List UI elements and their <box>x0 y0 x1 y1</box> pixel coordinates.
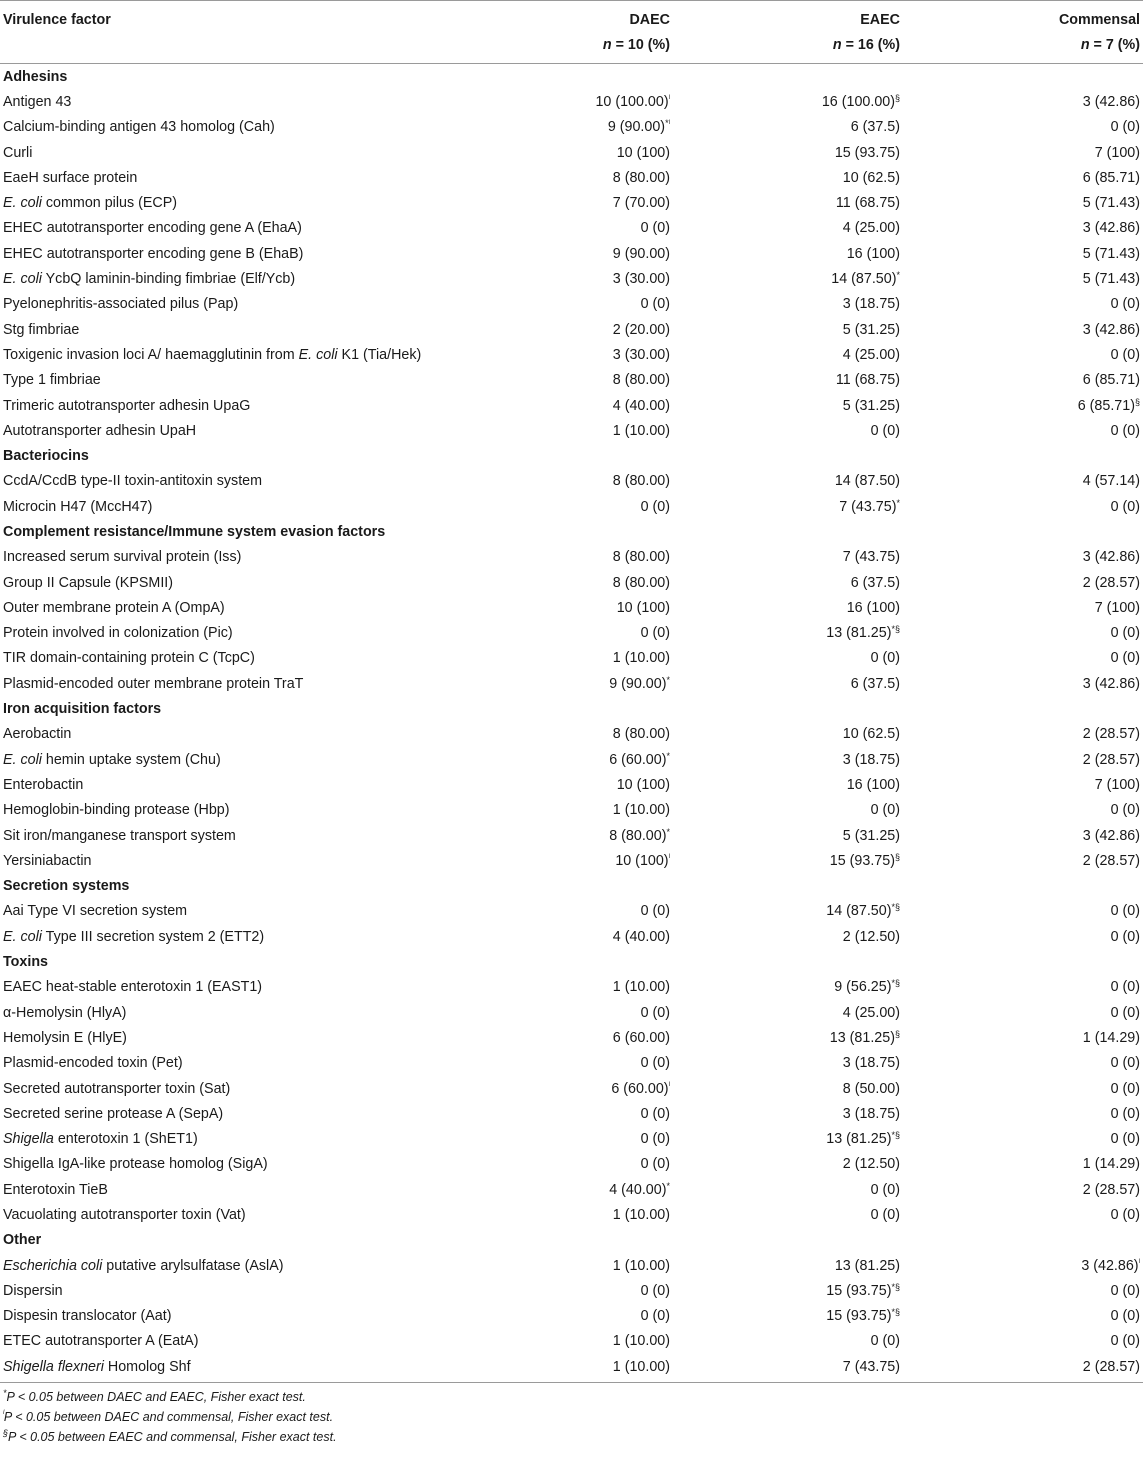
commensal-value: 0 (0) <box>1110 1055 1140 1072</box>
table-row <box>0 368 1143 393</box>
section-header <box>0 443 1143 468</box>
factor-name: Yersiniabactin <box>3 852 92 869</box>
factor-name: α-Hemolysin (HlyA) <box>3 1004 127 1021</box>
factor-name: Vacuolating autotransporter toxin (Vat) <box>3 1207 246 1223</box>
commensal-value: 3 (42.86) <box>1082 827 1140 844</box>
header-blank <box>0 33 520 64</box>
eaec-value: 14 (87.50)*§ <box>826 902 900 920</box>
daec-value: 0 (0) <box>640 1282 670 1299</box>
eaec-value: 3 (18.75) <box>842 1105 900 1122</box>
daec-value: 0 (0) <box>640 296 670 313</box>
section-header <box>0 874 1143 899</box>
table-row <box>0 89 1143 114</box>
table-row <box>0 165 1143 190</box>
factor-name: E. coli YcbQ laminin-binding fimbriae (Elf/Ycb) <box>3 271 296 288</box>
table-row <box>0 1253 1143 1278</box>
commensal-value: 0 (0) <box>1110 903 1140 920</box>
daec-value: 2 (20.00) <box>612 321 670 338</box>
commensal-value: 0 (0) <box>1110 1080 1140 1097</box>
table-row <box>0 342 1143 367</box>
table-row <box>0 469 1143 494</box>
factor-name: Aerobactin <box>3 726 72 743</box>
daec-value: 1 (10.00) <box>612 979 670 996</box>
eaec-value: 3 (18.75) <box>842 751 900 768</box>
daec-value: 0 (0) <box>640 1004 670 1021</box>
eaec-value: 11 (68.75) <box>835 372 900 389</box>
daec-value: 10 (100) <box>616 776 670 793</box>
commensal-value: 7 (100) <box>1094 776 1140 793</box>
commensal-value: 2 (28.57) <box>1082 574 1140 591</box>
daec-value: 4 (40.00) <box>612 397 670 414</box>
daec-value: 8 (80.00) <box>612 372 670 389</box>
eaec-value: 5 (31.25) <box>842 321 900 338</box>
factor-name: ETEC autotransporter A (EatA) <box>3 1333 199 1350</box>
commensal-value: 0 (0) <box>1110 1282 1140 1299</box>
factor-name: Calcium-binding antigen 43 homolog (Cah) <box>3 119 275 136</box>
commensal-value: 0 (0) <box>1110 1207 1140 1223</box>
eaec-value: 15 (93.75) <box>834 144 900 161</box>
table-row <box>0 1329 1143 1354</box>
eaec-value: 13 (81.25)*§ <box>826 624 900 642</box>
factor-name: Enterotoxin TieB <box>3 1181 108 1198</box>
eaec-value: 6 (37.5) <box>850 119 900 136</box>
table-row <box>0 140 1143 165</box>
factor-name: Protein involved in colonization (Pic) <box>3 625 233 642</box>
commensal-value: 3 (42.86) <box>1082 220 1140 237</box>
table-row <box>0 1126 1143 1151</box>
section-header <box>0 949 1143 974</box>
daec-value: 0 (0) <box>640 1156 670 1173</box>
table-row <box>0 393 1143 418</box>
daec-value: 6 $(60.00)^ˡ$ <box>611 1079 670 1097</box>
eaec-value: 0 (0) <box>870 422 900 439</box>
commensal-value: 3 (42.86) <box>1082 675 1140 692</box>
table-row <box>0 595 1143 620</box>
commensal-value: 5 (71.43) <box>1082 245 1140 262</box>
commensal-value: 1 (14.29) <box>1082 1156 1140 1173</box>
eaec-value: 16 (100) <box>846 599 900 616</box>
commensal-value: 6 (85.71)§ <box>1077 396 1140 414</box>
table-row <box>0 823 1143 848</box>
section-header <box>0 519 1143 544</box>
table-row <box>0 848 1143 873</box>
eaec-value: 4 (25.00) <box>842 346 900 363</box>
daec-value: 1 (10.00) <box>612 802 670 819</box>
section-header <box>0 1228 1143 1253</box>
factor-name: Plasmid-encoded toxin (Pet) <box>3 1055 183 1072</box>
eaec-value: 6 (37.5) <box>850 574 900 591</box>
daec-value: 3 (30.00) <box>612 346 670 363</box>
daec-value: 0 (0) <box>640 903 670 920</box>
footnotes <box>0 1387 1143 1447</box>
table-row <box>0 1051 1143 1076</box>
table-row <box>0 798 1143 823</box>
table-row <box>0 1354 1143 1383</box>
table-row <box>0 722 1143 747</box>
eaec-value: 9 (56.25)*§ <box>834 978 900 996</box>
commensal-value: 1 (14.29) <box>1082 1029 1140 1046</box>
daec-value: 10 $(100.00)^ˡ$ <box>595 92 670 110</box>
table-row <box>0 266 1143 291</box>
commensal-value: 6 (85.71) <box>1082 169 1140 186</box>
factor-name: Secreted serine protease A (SepA) <box>3 1105 224 1122</box>
factor-name: Group II Capsule (KPSMII) <box>3 574 174 591</box>
section-header <box>0 64 1143 90</box>
factor-name: Microcin H47 (MccH47) <box>3 498 153 515</box>
header-commensal-n: n = 7 (%) <box>900 33 1143 64</box>
eaec-value: 13 (81.25)§ <box>829 1028 900 1046</box>
daec-value: 0 (0) <box>640 1055 670 1072</box>
eaec-value: 13 (81.25)*§ <box>826 1130 900 1148</box>
table-row <box>0 1304 1143 1329</box>
table-row <box>0 924 1143 949</box>
commensal-value: 5 (71.43) <box>1082 271 1140 288</box>
commensal-value: 0 (0) <box>1110 1105 1140 1122</box>
eaec-value: 16 (100) <box>846 245 900 262</box>
daec-value: 8 (80.00) <box>612 574 670 591</box>
daec-value: 7 (70.00) <box>612 195 670 212</box>
eaec-value: 7 (43.75)* <box>839 497 900 515</box>
table-row <box>0 545 1143 570</box>
eaec-value: 15 (93.75)*§ <box>826 1281 900 1299</box>
factor-name: E. coli common pilus (ECP) <box>3 195 177 212</box>
table-row <box>0 747 1143 772</box>
commensal-value: 0 (0) <box>1110 422 1140 439</box>
factor-name: EHEC autotransporter encoding gene A (EhaA) <box>3 220 302 237</box>
daec-value: 9 (90.00) <box>612 245 670 262</box>
daec-value: 0 (0) <box>640 1131 670 1148</box>
commensal-value: 0 (0) <box>1110 979 1140 996</box>
commensal-value: 7 (100) <box>1094 599 1140 616</box>
commensal-value: 0 (0) <box>1110 802 1140 819</box>
factor-name: Plasmid-encoded outer membrane protein TraT <box>3 675 304 692</box>
eaec-value: 16 (100) <box>846 776 900 793</box>
footnote: §P < 0.05 between EAEC and commensal, Fisher exact test. <box>3 1428 337 1445</box>
header-daec-n: n = 10 (%) <box>520 33 670 64</box>
eaec-value: 14 (87.50) <box>834 473 900 490</box>
factor-name: EAEC heat-stable enterotoxin 1 (EAST1) <box>3 979 263 996</box>
factor-name: EHEC autotransporter encoding gene B (EhaB) <box>3 245 304 262</box>
daec-value: 8 (80.00)* <box>609 826 670 844</box>
daec-value: 1 (10.00) <box>612 422 670 439</box>
commensal-value: 2 (28.57) <box>1082 751 1140 768</box>
table-row <box>0 772 1143 797</box>
table-row <box>0 1152 1143 1177</box>
table-row <box>0 1000 1143 1025</box>
table-row <box>0 621 1143 646</box>
factor-name: Secreted autotransporter toxin (Sat) <box>3 1080 231 1097</box>
commensal-value: 3 $(42.86)^ˡ$ <box>1081 1256 1140 1274</box>
eaec-value: 16 (100.00)§ <box>821 92 900 110</box>
factor-name: Toxigenic invasion loci A/ haemagglutinin from E. coli K1 (Tia/Hek) <box>3 346 422 363</box>
header-virulence-factor: Virulence factor <box>0 1 520 33</box>
section-title: Toxins <box>3 954 49 971</box>
commensal-value: 2 (28.57) <box>1082 852 1140 869</box>
daec-value: 0 (0) <box>640 625 670 642</box>
commensal-value: 0 (0) <box>1110 296 1140 313</box>
daec-value: 1 (10.00) <box>612 1207 670 1223</box>
table-row <box>0 190 1143 215</box>
daec-value: 1 (10.00) <box>612 1333 670 1350</box>
section-header <box>0 696 1143 721</box>
daec-value: 10 $(100)^ˡ$ <box>615 851 670 869</box>
factor-name: Shigella enterotoxin 1 (ShET1) <box>3 1131 198 1148</box>
commensal-value: 2 (28.57) <box>1082 726 1140 743</box>
commensal-value: 3 (42.86) <box>1082 321 1140 338</box>
header-eaec-n: n = 16 (%) <box>670 33 900 64</box>
eaec-value: 5 (31.25) <box>842 397 900 414</box>
eaec-value: 10 (62.5) <box>842 726 900 743</box>
commensal-value: 2 (28.57) <box>1082 1181 1140 1198</box>
factor-name: Shigella flexneri Homolog Shf <box>0 1354 520 1383</box>
table-row <box>0 241 1143 266</box>
commensal-value: 0 (0) <box>1110 1131 1140 1148</box>
eaec-value: 2 (12.50) <box>842 928 900 945</box>
commensal-value: 0 (0) <box>1110 928 1140 945</box>
eaec-value: 8 (50.00) <box>842 1080 900 1097</box>
section-title: Complement resistance/Immune system evasion factors <box>3 523 386 540</box>
header-eaec: EAEC <box>670 1 900 33</box>
factor-name: Dispersin <box>3 1282 63 1299</box>
factor-name: Trimeric autotransporter adhesin UpaG <box>3 397 251 414</box>
eaec-value: 4 (25.00) <box>842 1004 900 1021</box>
factor-name: Hemoglobin-binding protease (Hbp) <box>3 802 230 819</box>
daec-value: 10 (100) <box>616 599 670 616</box>
table-row <box>0 1278 1143 1303</box>
commensal-value: 0 (0) <box>1110 1308 1140 1325</box>
factor-name: CcdA/CcdB type-II toxin-antitoxin system <box>3 473 263 490</box>
table-row <box>0 975 1143 1000</box>
table-body <box>0 64 1143 1383</box>
eaec-value: 11 (68.75) <box>835 195 900 212</box>
factor-name: E. coli Type III secretion system 2 (ETT2) <box>3 928 265 945</box>
table-row <box>0 899 1143 924</box>
factor-name: Autotransporter adhesin UpaH <box>3 422 197 439</box>
commensal-value: 5 (71.43) <box>1082 195 1140 212</box>
table-row <box>0 317 1143 342</box>
commensal-value: 0 (0) <box>1110 346 1140 363</box>
daec-value: 4 (40.00)* <box>609 1180 670 1198</box>
commensal-value: 0 (0) <box>1110 625 1140 642</box>
header-daec: DAEC <box>520 1 670 33</box>
footnote: $^ˡ$P < 0.05 between DAEC and commensal, Fisher exact test. <box>3 1408 334 1425</box>
daec-value: 0 (0) <box>640 1308 670 1325</box>
eaec-value: 5 (31.25) <box>842 827 900 844</box>
table-row <box>0 115 1143 140</box>
table-row <box>0 216 1143 241</box>
commensal-value: 3 (42.86) <box>1082 93 1140 110</box>
table-header <box>0 1 1143 64</box>
table-row <box>0 1177 1143 1202</box>
commensal-value: 0 (0) <box>1110 119 1140 136</box>
table-row <box>0 1202 1143 1227</box>
eaec-value: 7 (43.75) <box>842 549 900 566</box>
daec-value: 9 $(90.00)^{*ˡ}$ <box>607 118 670 136</box>
factor-name: Type 1 fimbriae <box>3 372 101 389</box>
eaec-value: 4 (25.00) <box>842 220 900 237</box>
table-row <box>0 418 1143 443</box>
commensal-value: 0 (0) <box>1110 498 1140 515</box>
eaec-value: 3 (18.75) <box>842 1055 900 1072</box>
eaec-value: 15 (93.75)*§ <box>826 1307 900 1325</box>
table-row <box>0 646 1143 671</box>
factor-name: Enterobactin <box>3 776 84 793</box>
factor-name: Curli <box>3 144 33 161</box>
daec-value: 1 (10.00) <box>520 1354 670 1383</box>
table-row <box>0 1076 1143 1101</box>
eaec-value: 15 (93.75)§ <box>829 851 900 869</box>
factor-name: Antigen 43 <box>3 93 72 110</box>
commensal-value: 0 (0) <box>1110 650 1140 667</box>
daec-value: 10 (100) <box>616 144 670 161</box>
section-title: Bacteriocins <box>3 448 89 465</box>
daec-value: 3 (30.00) <box>612 271 670 288</box>
eaec-value: 0 (0) <box>870 802 900 819</box>
table-row <box>0 1025 1143 1050</box>
commensal-value: 0 (0) <box>1110 1004 1140 1021</box>
eaec-value: 0 (0) <box>870 650 900 667</box>
factor-name: Outer membrane protein A (OmpA) <box>3 599 225 616</box>
factor-name: TIR domain-containing protein C (TcpC) <box>3 650 255 667</box>
factor-name: E. coli hemin uptake system (Chu) <box>3 751 221 768</box>
factor-name: Escherichia coli putative arylsulfatase (AslA) <box>3 1257 284 1274</box>
table-row <box>0 292 1143 317</box>
eaec-value: 6 (37.5) <box>850 675 900 692</box>
daec-value: 6 (60.00)* <box>609 750 670 768</box>
daec-value: 8 (80.00) <box>612 473 670 490</box>
eaec-value: 3 (18.75) <box>842 296 900 313</box>
daec-value: 9 (90.00)* <box>609 674 670 692</box>
factor-name: Pyelonephritis-associated pilus (Pap) <box>3 296 239 313</box>
eaec-value: 0 (0) <box>870 1181 900 1198</box>
eaec-value: 2 (12.50) <box>842 1156 900 1173</box>
table-row <box>0 1101 1143 1126</box>
section-title: Other <box>3 1232 42 1249</box>
daec-value: 0 (0) <box>640 498 670 515</box>
header-commensal: Commensal <box>900 1 1143 33</box>
daec-value: 0 (0) <box>640 1105 670 1122</box>
daec-value: 1 (10.00) <box>612 1257 670 1274</box>
factor-name: EaeH surface protein <box>3 169 138 186</box>
commensal-value: 0 (0) <box>1110 1333 1140 1350</box>
commensal-value: 6 (85.71) <box>1082 372 1140 389</box>
eaec-value: 0 (0) <box>870 1333 900 1350</box>
daec-value: 8 (80.00) <box>612 726 670 743</box>
daec-value: 8 (80.00) <box>612 169 670 186</box>
factor-name: Aai Type VI secretion system <box>3 903 188 920</box>
factor-name: Increased serum survival protein (Iss) <box>3 549 242 566</box>
eaec-value: 0 (0) <box>870 1207 900 1223</box>
section-title: Iron acquisition factors <box>3 701 162 718</box>
section-title: Adhesins <box>3 68 68 85</box>
table-row <box>0 494 1143 519</box>
table-row <box>0 570 1143 595</box>
factor-name: Sit iron/manganese transport system <box>3 827 236 844</box>
factor-name: Shigella IgA-like protease homolog (SigA) <box>3 1156 268 1173</box>
daec-value: 8 (80.00) <box>612 549 670 566</box>
eaec-value: 10 (62.5) <box>842 169 900 186</box>
commensal-value: 7 (100) <box>1094 144 1140 161</box>
commensal-value: 4 (57.14) <box>1082 473 1140 490</box>
daec-value: 1 (10.00) <box>612 650 670 667</box>
commensal-value: 3 (42.86) <box>1082 549 1140 566</box>
daec-value: 4 (40.00) <box>612 928 670 945</box>
factor-name: Dispesin translocator (Aat) <box>3 1308 172 1325</box>
commensal-value: 2 (28.57) <box>900 1354 1143 1383</box>
daec-value: 0 (0) <box>640 220 670 237</box>
daec-value: 6 (60.00) <box>612 1029 670 1046</box>
eaec-value: 13 (81.25) <box>834 1257 900 1274</box>
factor-name: Hemolysin E (HlyE) <box>3 1029 127 1046</box>
eaec-value: 14 (87.50)* <box>831 270 900 288</box>
section-title: Secretion systems <box>3 878 130 895</box>
factor-name: Stg fimbriae <box>3 321 80 338</box>
footnote: *P < 0.05 between DAEC and EAEC, Fisher exact test. <box>3 1388 306 1405</box>
table-row <box>0 671 1143 696</box>
eaec-value: 7 (43.75) <box>670 1354 900 1383</box>
